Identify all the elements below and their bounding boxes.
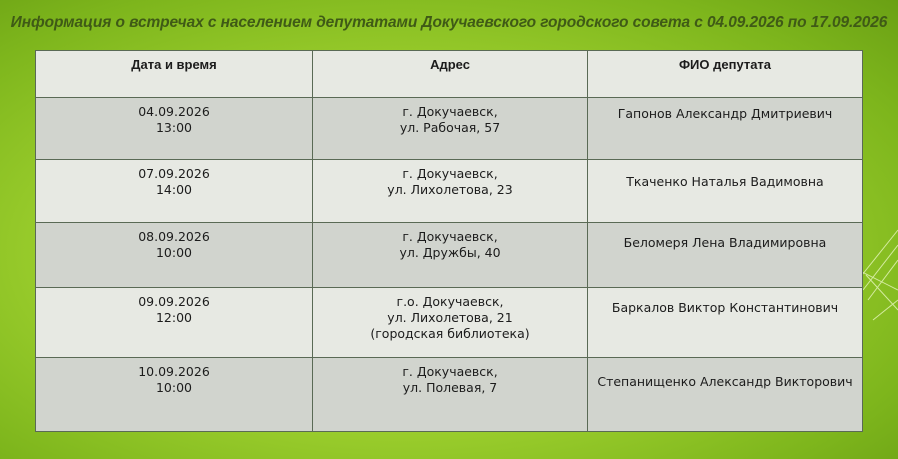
address-line: г. Докучаевск, [402, 166, 498, 181]
meeting-time: 10:00 [155, 245, 193, 260]
meeting-date: 04.09.2026 [138, 104, 210, 119]
datetime-cell [36, 223, 313, 288]
address-line: ул. Полевая, 7 [402, 380, 498, 395]
table-row [36, 223, 863, 288]
address-line: (городская библиотека) [370, 326, 530, 341]
deputy-name-cell: Ткаченко Наталья Вадимовна [588, 160, 863, 223]
table-row [36, 288, 863, 358]
page-title: Информация о встречах с населением депутатами Докучаевского городского совета с 04.09.2026 по 17.09.2026 [10, 14, 888, 31]
address-line: г. Докучаевск, [402, 364, 498, 379]
meeting-date: 07.09.2026 [138, 166, 210, 181]
address-cell [313, 160, 588, 223]
table-row [36, 358, 863, 432]
address-line: г. Докучаевск, [402, 104, 498, 119]
deputy-name-cell: Беломеря Лена Владимировна [588, 223, 863, 288]
address-line: г.о. Докучаевск, [396, 294, 504, 309]
meeting-time: 12:00 [155, 310, 193, 325]
datetime-cell [36, 288, 313, 358]
deputy-name-cell: Баркалов Виктор Константинович [588, 288, 863, 358]
address-line: ул. Лихолетова, 21 [387, 310, 513, 325]
address-line: г. Докучаевск, [402, 229, 498, 244]
column-header-address: Адрес [313, 51, 588, 98]
decorative-lines [858, 200, 898, 340]
meeting-date: 09.09.2026 [138, 294, 210, 309]
deputy-name-cell: Гапонов Александр Дмитриевич [588, 98, 863, 160]
address-line: ул. Лихолетова, 23 [387, 182, 513, 197]
column-header-datetime: Дата и время [36, 51, 313, 98]
meeting-time: 14:00 [155, 182, 193, 197]
address-line: ул. Дружбы, 40 [399, 245, 501, 260]
column-header-deputy: ФИО депутата [588, 51, 863, 98]
datetime-cell [36, 358, 313, 432]
datetime-cell [36, 98, 313, 160]
deputy-name-cell: Степанищенко Александр Викторович [588, 358, 863, 432]
address-line: ул. Рабочая, 57 [399, 120, 501, 135]
meeting-date: 10.09.2026 [138, 364, 210, 379]
meeting-time: 10:00 [155, 380, 193, 395]
datetime-cell [36, 160, 313, 223]
table-row [36, 160, 863, 223]
address-cell [313, 358, 588, 432]
address-cell [313, 223, 588, 288]
address-cell [313, 98, 588, 160]
address-cell [313, 288, 588, 358]
table-row [36, 98, 863, 160]
meetings-table [35, 50, 863, 432]
meeting-date: 08.09.2026 [138, 229, 210, 244]
meeting-time: 13:00 [155, 120, 193, 135]
table-header-row [36, 51, 863, 98]
